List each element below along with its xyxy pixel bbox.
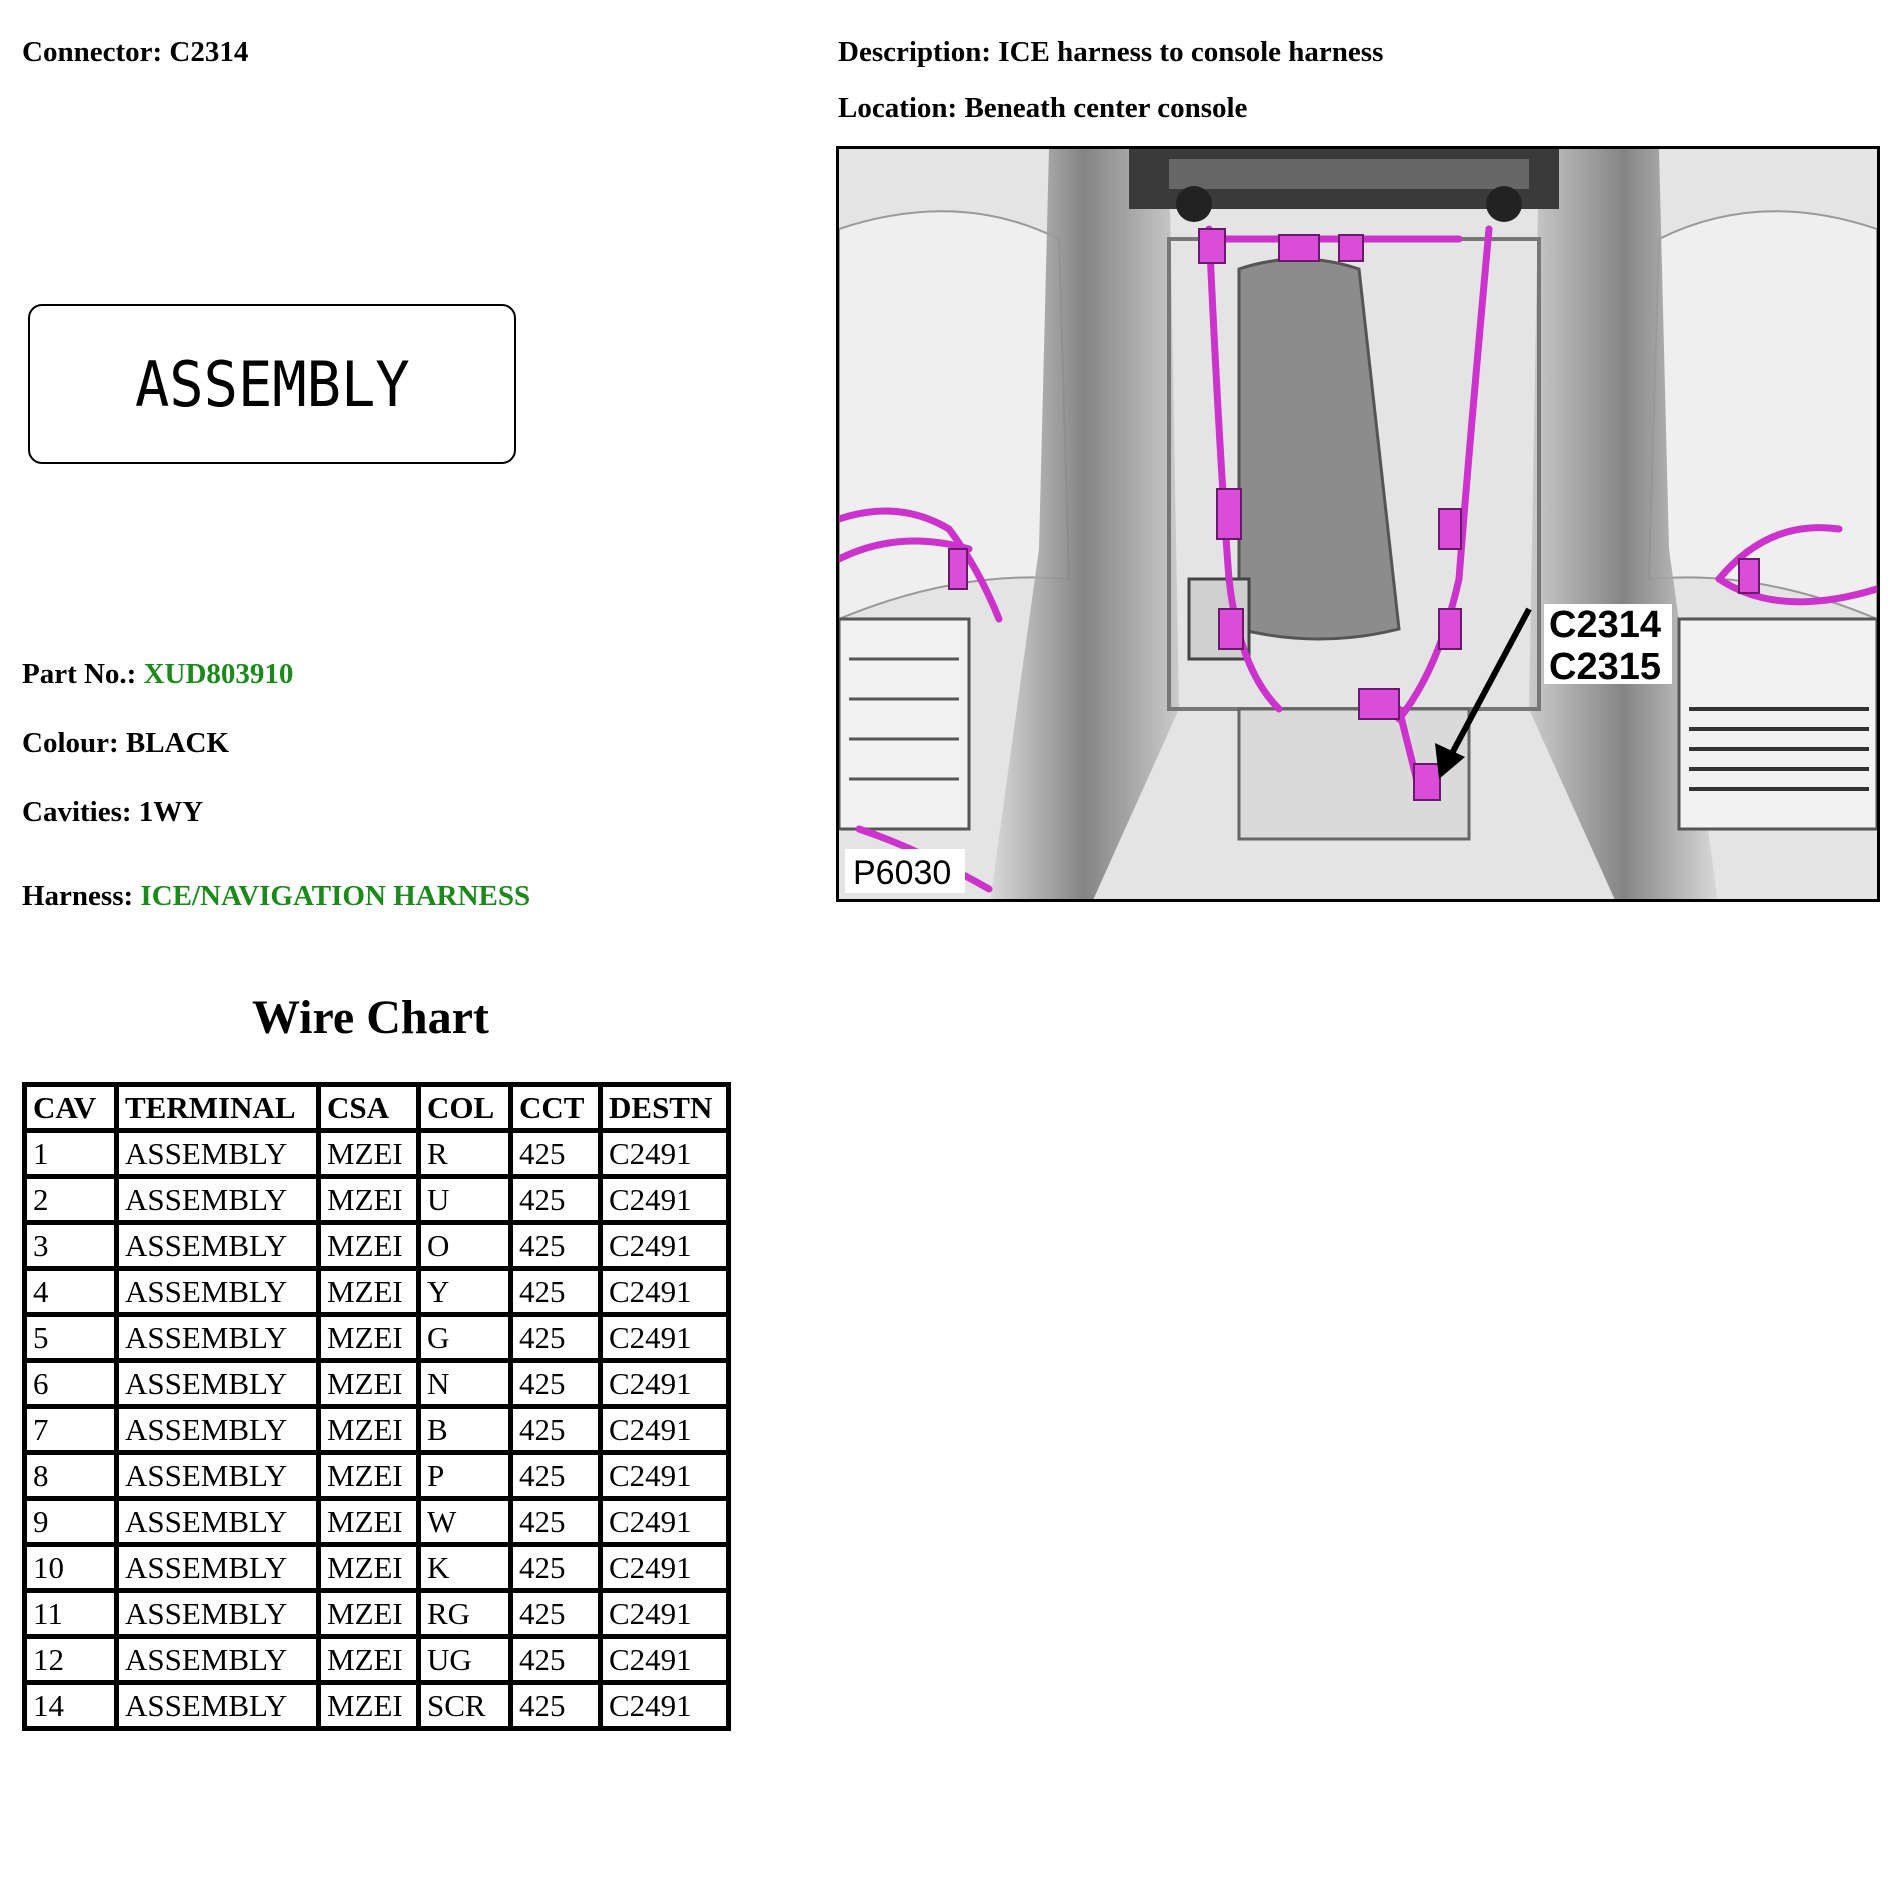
table-row — [25, 1407, 729, 1453]
cell-csa: MZEI — [319, 1315, 419, 1361]
cell-cav: 7 — [25, 1407, 117, 1453]
cell-cct: 425 — [511, 1269, 601, 1315]
cell-col: SCR — [419, 1683, 511, 1729]
cell-cct: 425 — [511, 1683, 601, 1729]
cell-destn: C2491 — [601, 1683, 729, 1729]
description-line — [838, 36, 1383, 69]
cell-destn: C2491 — [601, 1407, 729, 1453]
colour-label: Colour: — [22, 727, 119, 759]
cell-cav: 12 — [25, 1637, 117, 1683]
part-number-link[interactable]: XUD803910 — [143, 658, 294, 690]
cell-destn: C2491 — [601, 1637, 729, 1683]
cell-cct: 425 — [511, 1637, 601, 1683]
table-row — [25, 1453, 729, 1499]
cell-cav: 4 — [25, 1269, 117, 1315]
cell-terminal: ASSEMBLY — [117, 1177, 319, 1223]
wire-chart-table — [22, 1082, 731, 1731]
cell-destn: C2491 — [601, 1315, 729, 1361]
cell-cav: 3 — [25, 1223, 117, 1269]
connector-face-label: ASSEMBLY — [134, 347, 410, 421]
cell-cct: 425 — [511, 1591, 601, 1637]
wire-chart-header-row — [25, 1085, 729, 1131]
table-row — [25, 1223, 729, 1269]
cell-cct: 425 — [511, 1499, 601, 1545]
cell-csa: MZEI — [319, 1269, 419, 1315]
col-cct: CCT — [511, 1085, 601, 1131]
cell-cav: 9 — [25, 1499, 117, 1545]
cell-col: R — [419, 1131, 511, 1177]
cell-col: Y — [419, 1269, 511, 1315]
cell-destn: C2491 — [601, 1269, 729, 1315]
cell-cav: 14 — [25, 1683, 117, 1729]
cell-csa: MZEI — [319, 1223, 419, 1269]
cell-terminal: ASSEMBLY — [117, 1683, 319, 1729]
description-value: ICE harness to console harness — [998, 36, 1384, 68]
cell-col: G — [419, 1315, 511, 1361]
cell-cav: 1 — [25, 1131, 117, 1177]
cell-cav: 8 — [25, 1453, 117, 1499]
harness-label: Harness: — [22, 880, 134, 912]
cell-cct: 425 — [511, 1177, 601, 1223]
cell-col: W — [419, 1499, 511, 1545]
location-photo-drawing — [839, 149, 1877, 899]
harness-line — [22, 880, 530, 913]
cell-cct: 425 — [511, 1361, 601, 1407]
cell-col: B — [419, 1407, 511, 1453]
col-destn: DESTN — [601, 1085, 729, 1131]
cell-terminal: ASSEMBLY — [117, 1223, 319, 1269]
cell-csa: MZEI — [319, 1545, 419, 1591]
cell-col: UG — [419, 1637, 511, 1683]
cell-csa: MZEI — [319, 1591, 419, 1637]
table-row — [25, 1131, 729, 1177]
connector-label: Connector: — [22, 36, 163, 68]
cell-col: RG — [419, 1591, 511, 1637]
cell-col: N — [419, 1361, 511, 1407]
part-number-line — [22, 658, 293, 691]
location-line — [838, 92, 1247, 125]
cell-destn: C2491 — [601, 1131, 729, 1177]
cell-terminal: ASSEMBLY — [117, 1131, 319, 1177]
photo-id: P6030 — [853, 854, 952, 892]
cell-cav: 11 — [25, 1591, 117, 1637]
cell-destn: C2491 — [601, 1591, 729, 1637]
cell-col: K — [419, 1545, 511, 1591]
cell-destn: C2491 — [601, 1499, 729, 1545]
cell-terminal: ASSEMBLY — [117, 1269, 319, 1315]
cell-terminal: ASSEMBLY — [117, 1637, 319, 1683]
cell-destn: C2491 — [601, 1453, 729, 1499]
table-row — [25, 1315, 729, 1361]
cavities-value: 1WY — [138, 796, 204, 828]
location-value: Beneath center console — [964, 92, 1248, 124]
cell-cct: 425 — [511, 1545, 601, 1591]
cell-col: P — [419, 1453, 511, 1499]
cell-terminal: ASSEMBLY — [117, 1315, 319, 1361]
col-csa: CSA — [319, 1085, 419, 1131]
col-col: COL — [419, 1085, 511, 1131]
callout-c2314: C2314 — [1549, 604, 1661, 646]
cell-cct: 425 — [511, 1131, 601, 1177]
cell-terminal: ASSEMBLY — [117, 1453, 319, 1499]
col-terminal: TERMINAL — [117, 1085, 319, 1131]
connector-face-image — [28, 304, 516, 464]
cell-terminal: ASSEMBLY — [117, 1361, 319, 1407]
connector-value: C2314 — [169, 36, 249, 68]
cell-csa: MZEI — [319, 1683, 419, 1729]
cell-col: O — [419, 1223, 511, 1269]
cell-csa: MZEI — [319, 1177, 419, 1223]
location-photo — [836, 146, 1880, 902]
cell-terminal: ASSEMBLY — [117, 1407, 319, 1453]
cavities-label: Cavities: — [22, 796, 132, 828]
cell-cav: 5 — [25, 1315, 117, 1361]
col-cav: CAV — [25, 1085, 117, 1131]
cell-csa: MZEI — [319, 1131, 419, 1177]
cell-cct: 425 — [511, 1453, 601, 1499]
table-row — [25, 1545, 729, 1591]
table-row — [25, 1269, 729, 1315]
location-label: Location: — [838, 92, 958, 124]
cell-csa: MZEI — [319, 1637, 419, 1683]
cell-cav: 10 — [25, 1545, 117, 1591]
cell-cav: 6 — [25, 1361, 117, 1407]
cell-cct: 425 — [511, 1223, 601, 1269]
wire-chart-title: Wire Chart — [252, 991, 489, 1044]
table-row — [25, 1683, 729, 1729]
cell-cct: 425 — [511, 1407, 601, 1453]
cell-csa: MZEI — [319, 1499, 419, 1545]
callout-c2315: C2315 — [1549, 646, 1661, 688]
table-row — [25, 1637, 729, 1683]
cell-cav: 2 — [25, 1177, 117, 1223]
table-row — [25, 1361, 729, 1407]
cavities-line — [22, 796, 203, 829]
harness-link[interactable]: ICE/NAVIGATION HARNESS — [140, 880, 531, 912]
cell-destn: C2491 — [601, 1177, 729, 1223]
cell-csa: MZEI — [319, 1361, 419, 1407]
cell-col: U — [419, 1177, 511, 1223]
wire-chart-body — [25, 1131, 729, 1729]
cell-csa: MZEI — [319, 1407, 419, 1453]
part-number-label: Part No.: — [22, 658, 137, 690]
cell-terminal: ASSEMBLY — [117, 1591, 319, 1637]
table-row — [25, 1591, 729, 1637]
cell-destn: C2491 — [601, 1223, 729, 1269]
colour-line — [22, 727, 229, 760]
colour-value: BLACK — [125, 727, 230, 759]
cell-terminal: ASSEMBLY — [117, 1499, 319, 1545]
table-row — [25, 1177, 729, 1223]
cell-terminal: ASSEMBLY — [117, 1545, 319, 1591]
cell-csa: MZEI — [319, 1453, 419, 1499]
cell-destn: C2491 — [601, 1361, 729, 1407]
description-label: Description: — [838, 36, 992, 68]
cell-destn: C2491 — [601, 1545, 729, 1591]
table-row — [25, 1499, 729, 1545]
cell-cct: 425 — [511, 1315, 601, 1361]
connector-line — [22, 36, 248, 69]
